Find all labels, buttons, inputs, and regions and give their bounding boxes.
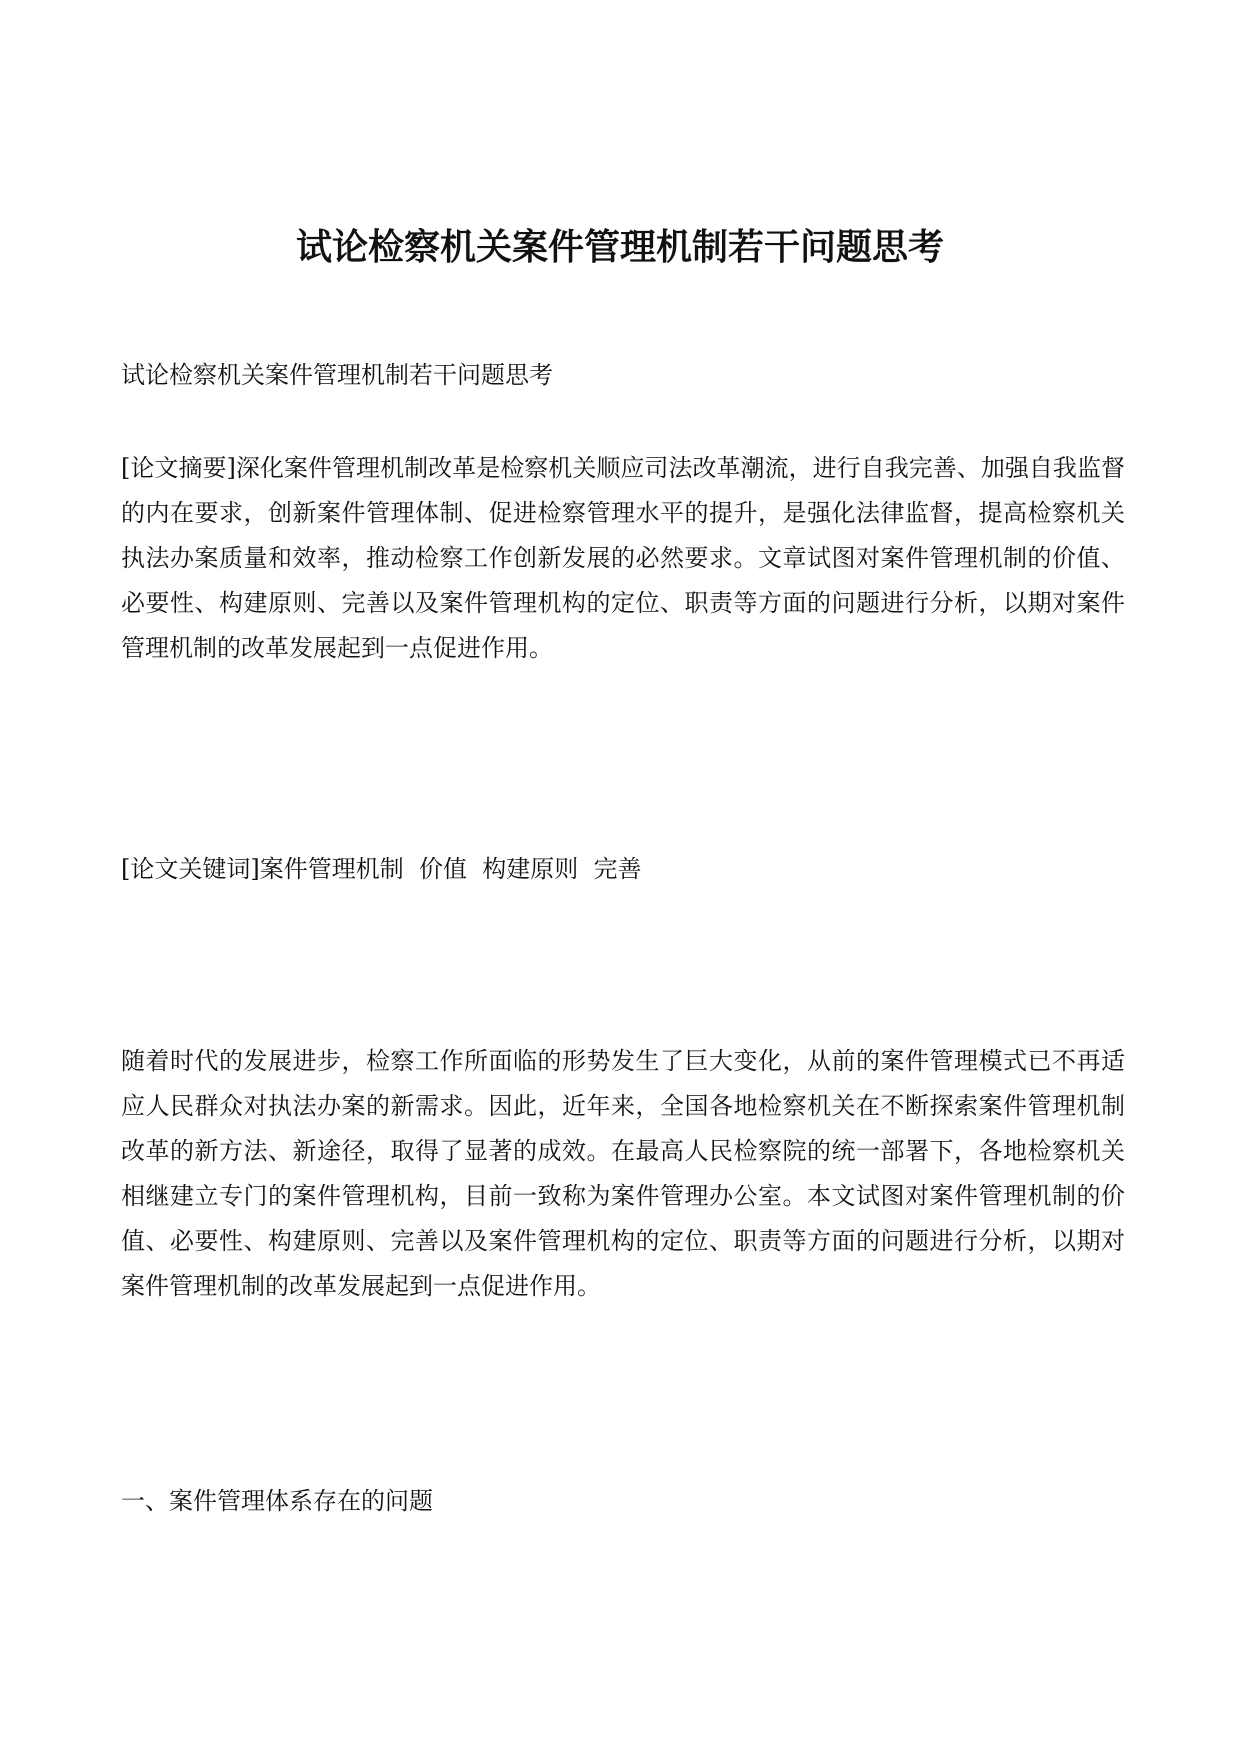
section-heading-1: 一、案件管理体系存在的问题	[121, 1487, 433, 1515]
document-subtitle: 试论检察机关案件管理机制若干问题思考	[121, 361, 553, 389]
keywords-line: [论文关键词]案件管理机制 价值 构建原则 完善	[121, 855, 642, 883]
abstract-paragraph: [论文摘要]深化案件管理机制改革是检察机关顺应司法改革潮流，进行自我完善、加强自我监督的内在要求，创新案件管理体制、促进检察管理水平的提升，是强化法律监督，提高检察机关执法办案质量和效率，推动检察工作创新发展的必然要求。文章试图对案件管理机制的价值、必要性、构建原则、完善以及案件管理机构的定位、职责等方面的问题进行分析，以期对案件管理机制的改革发展起到一点促进作用。	[121, 454, 1125, 662]
document-title: 试论检察机关案件管理机制若干问题思考	[295, 226, 944, 268]
intro-paragraph: 随着时代的发展进步，检察工作所面临的形势发生了巨大变化，从前的案件管理模式已不再适应人民群众对执法办案的新需求。因此，近年来，全国各地检察机关在不断探索案件管理机制改革的新方法、新途径，取得了显著的成效。在最高人民检察院的统一部署下，各地检察机关相继建立专门的案件管理机构，目前一致称为案件管理办公室。本文试图对案件管理机制的价值、必要性、构建原则、完善以及案件管理机构的定位、职责等方面的问题进行分析，以期对案件管理机制的改革发展起到一点促进作用。	[121, 1047, 1125, 1300]
